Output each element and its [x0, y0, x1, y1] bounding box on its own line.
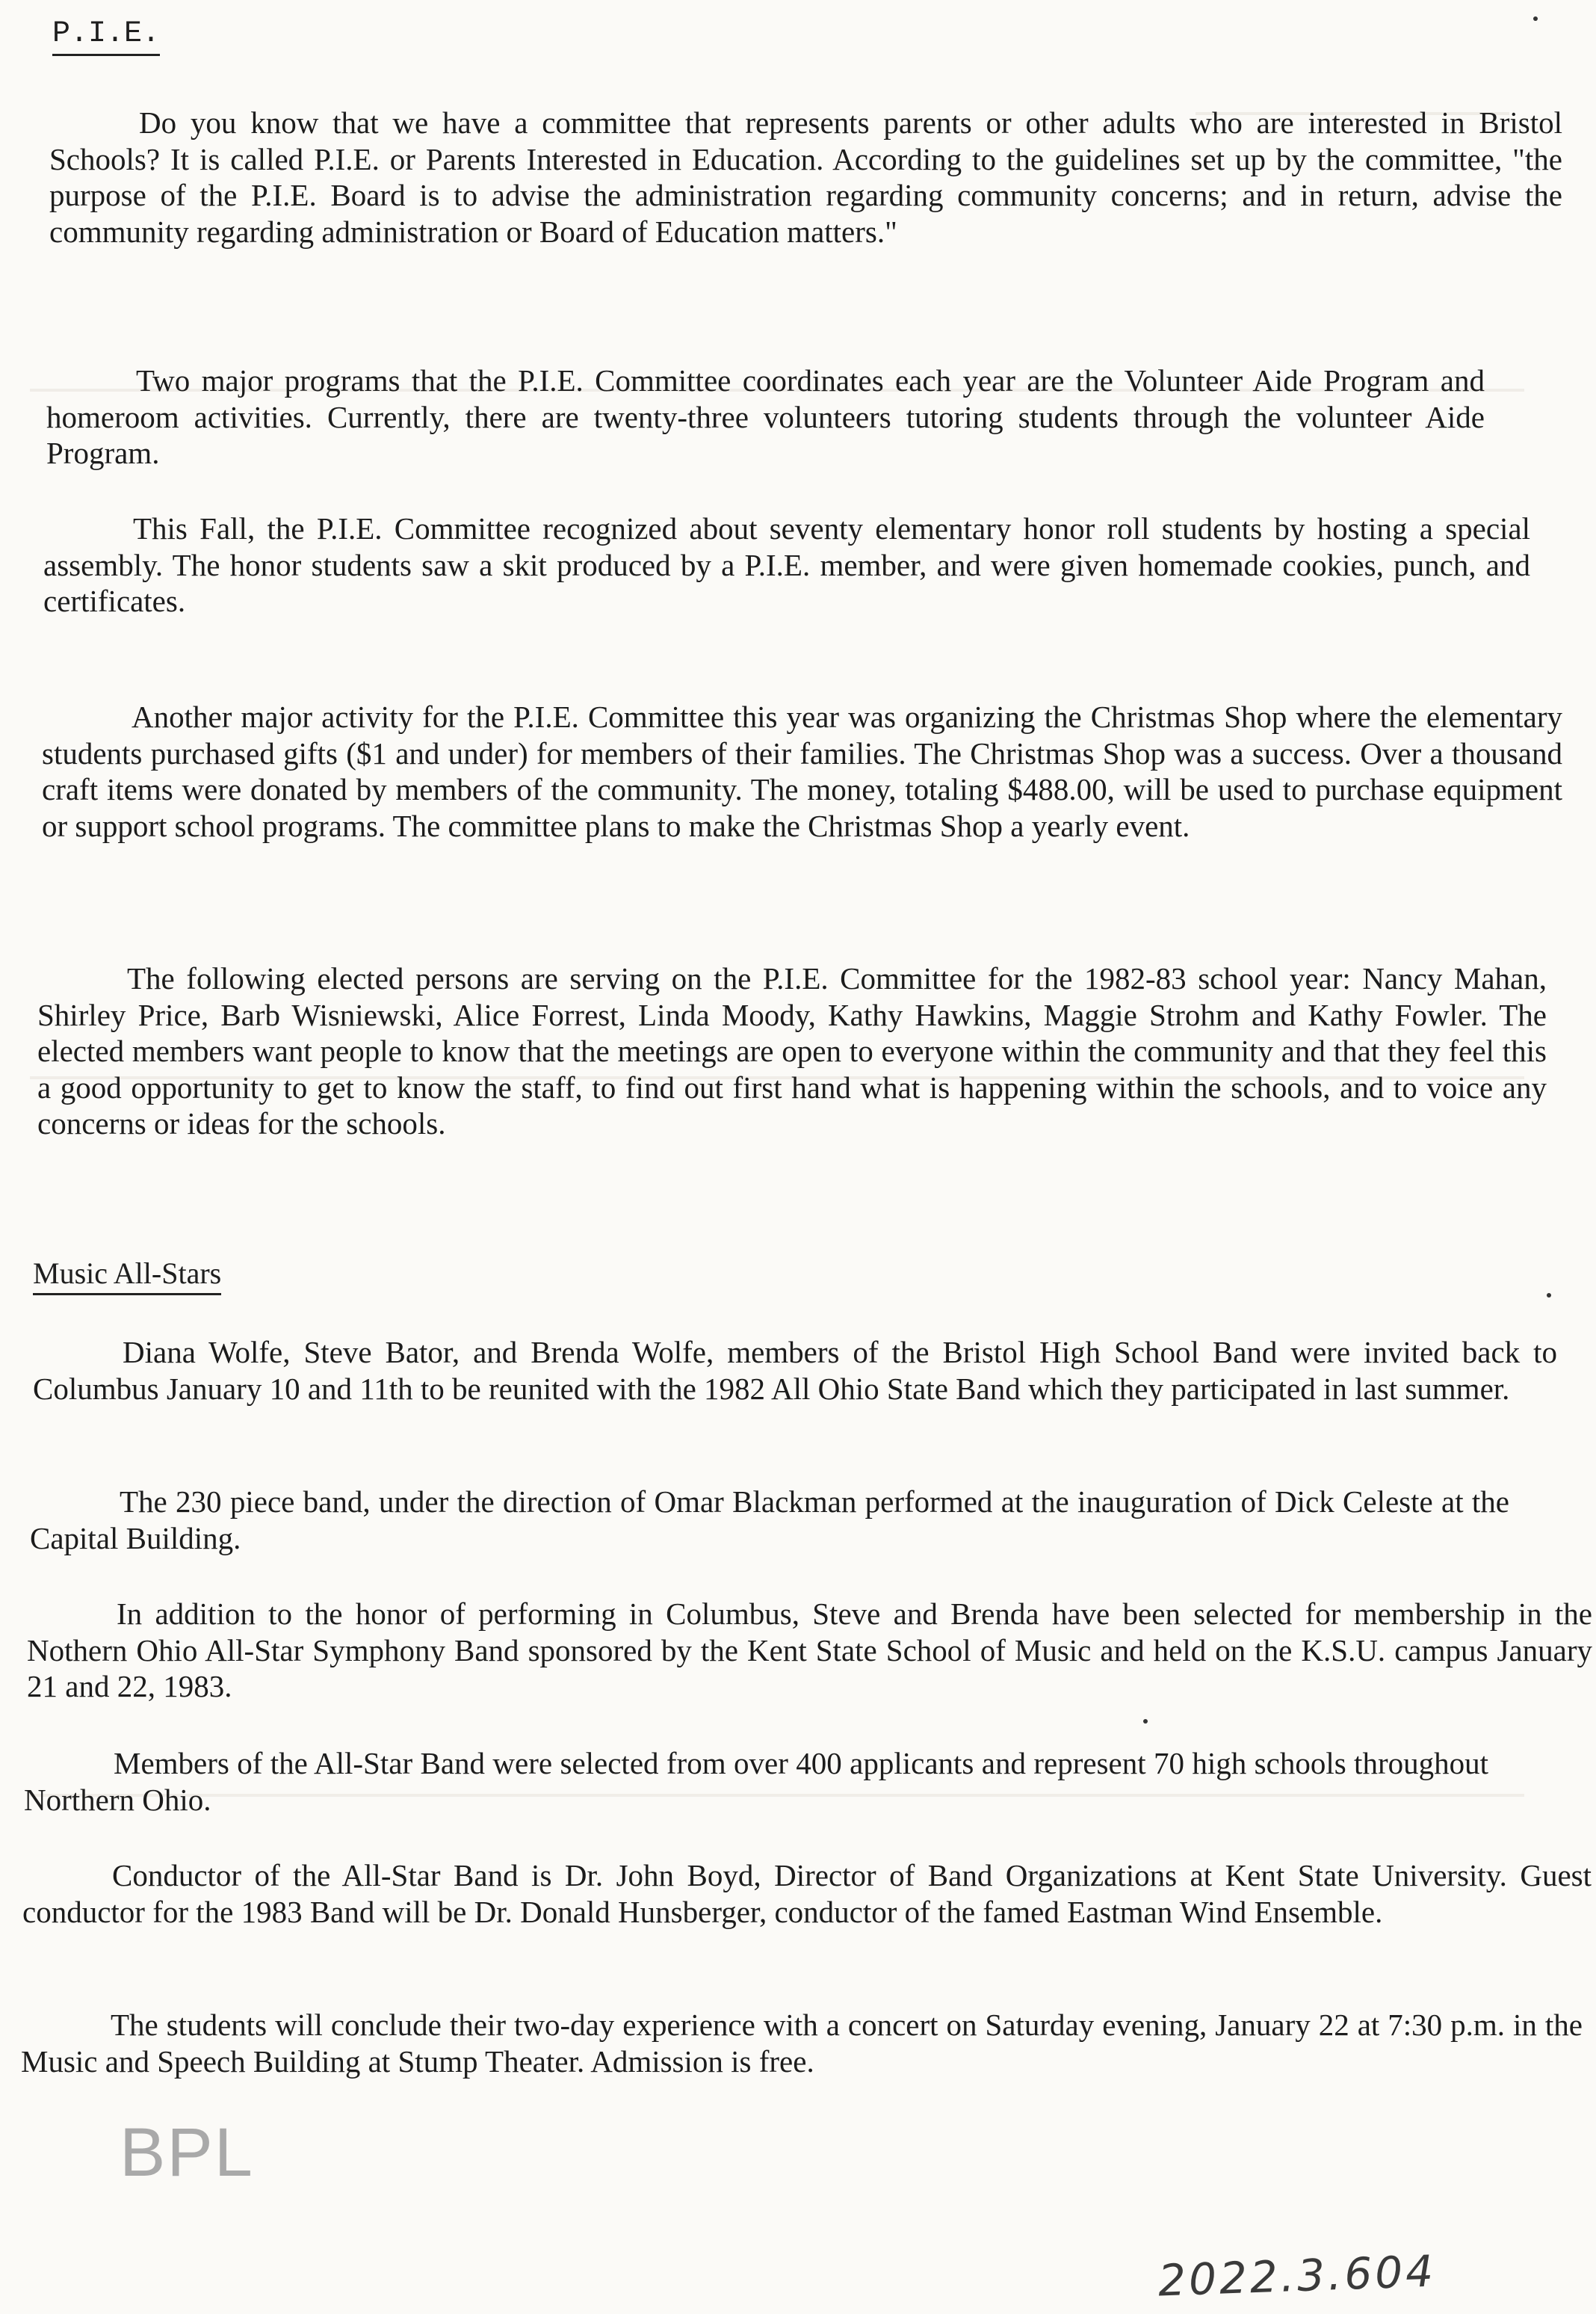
pie-paragraph-1: Do you know that we have a committee that represents parents or other adults who are interested in Bristol Schools? It is called P.I.E. or Parents Interested in Education. According to the guidelines set up by the committee, "the purpose of the P.I.E. Board is to advise the administration regarding community concerns; and in return, advise the community regarding administration or Board of Education matters." — [49, 105, 1562, 249]
pie-paragraph-5: The following elected persons are serving on the P.I.E. Committee for the 1982-83 school year: Nancy Mahan, Shirley Price, Barb Wisniewski, Alice Forrest, Linda Moody, Kathy Hawkins, Maggie Strohm and Kathy Fowler. The elected members want people to know that the meetings are open to everyone within the community and that they feel this a good opportunity to get to know the staff, to find out first hand what is happening within the schools, and to voice any concerns or ideas for the schools. — [37, 961, 1547, 1141]
music-paragraph-4: Members of the All-Star Band were selected from over 400 applicants and represent 70 high schools throughout Northern Ohio. — [24, 1746, 1488, 1817]
scan-speck — [1143, 1719, 1148, 1724]
music-paragraph-1: Diana Wolfe, Steve Bator, and Brenda Wolfe, members of the Bristol High School Band were invited back to Columbus January 10 and 11th to be reunited with the 1982 All Ohio State Band which they participated in last summer. — [33, 1335, 1557, 1406]
scan-speck — [1547, 1293, 1551, 1298]
accession-number: 2022.3.604 — [1157, 2245, 1438, 2307]
music-paragraph-6: The students will conclude their two-day experience with a concert on Saturday evening, January 22 at 7:30 p.m. in the Music and Speech Building at Stump Theater. Admission is free. — [21, 2008, 1583, 2079]
library-watermark: BPL — [120, 2114, 254, 2191]
pie-paragraph-3: This Fall, the P.I.E. Committee recognized about seventy elementary honor roll students by hosting a special assembly. The honor students saw a skit produced by a P.I.E. member, and were given homemade cookies, punch, and certificates. — [43, 511, 1530, 618]
music-paragraph-5: Conductor of the All-Star Band is Dr. John Boyd, Director of Band Organizations at Kent State University. Guest conductor for the 1983 Band will be Dr. Donald Hunsberger, conductor of the famed Eastman Wind Ensemble. — [22, 1858, 1592, 1929]
section-heading-music-all-stars: Music All-Stars — [33, 1256, 221, 1295]
music-paragraph-3: In addition to the honor of performing in Columbus, Steve and Brenda have been selected for membership in the Nothern Ohio All-Star Symphony Band sponsored by the Kent State School of Music and held on the K.S.U. campus January 21 and 22, 1983. — [27, 1596, 1592, 1703]
section-heading-pie: P.I.E. — [52, 16, 160, 56]
pie-paragraph-4: Another major activity for the P.I.E. Committee this year was organizing the Christmas Shop where the elementary students purchased gifts ($1 and under) for members of their families. The Christmas Shop was a success. Over a thousand craft items were donated by members of the community. The money, totaling $488.00, will be used to purchase equipment or support school programs. The committee plans to make the Christmas Shop a yearly event. — [42, 700, 1562, 843]
scan-speck — [1533, 16, 1538, 21]
music-paragraph-2: The 230 piece band, under the direction of Omar Blackman performed at the inauguration of Dick Celeste at the Capital Building. — [30, 1484, 1509, 1555]
pie-paragraph-2: Two major programs that the P.I.E. Committee coordinates each year are the Volunteer Aide Program and homeroom activities. Currently, there are twenty-three volunteers tutoring students through the volunteer Aide Program. — [46, 363, 1485, 470]
